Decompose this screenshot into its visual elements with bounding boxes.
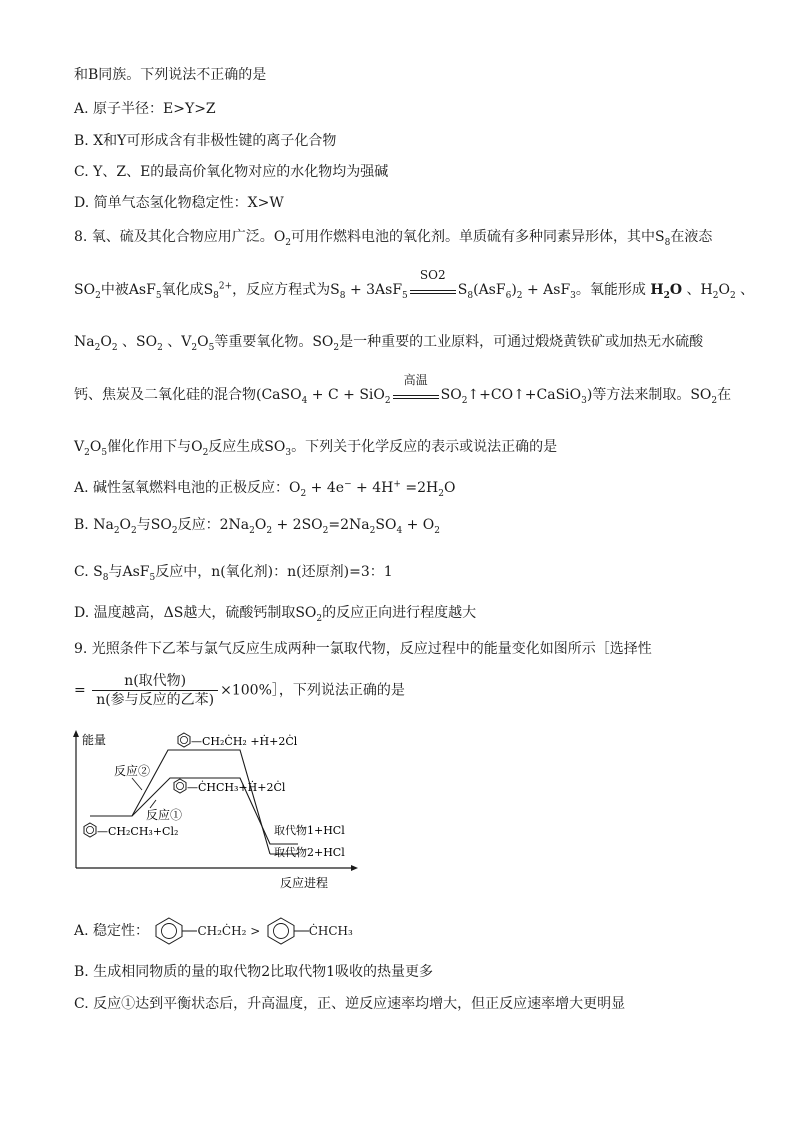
reactant-label: —CH₂CH₃+Cl₂ bbox=[97, 825, 179, 838]
option-b: B. X和Y可形成含有非极性键的离子化合物 bbox=[74, 133, 337, 149]
option-c: C. 反应①达到平衡状态后，升高温度，正、逆反应速率均增大，但正反应速率增大更明显 bbox=[74, 996, 626, 1012]
energy-diagram bbox=[60, 728, 360, 894]
reaction-1-label: 反应① bbox=[146, 808, 183, 822]
option-d: D. 简单气态氢化物稳定性：X>W bbox=[74, 195, 284, 211]
question-text: 和B同族。下列说法不正确的是 bbox=[74, 67, 267, 83]
q8-line3: $Na_2O_2$ 、$SO_2$ 、$V_2O_5$等重要氧化物。$SO_2$是一种重要的工业原料，可通过煅烧黄铁矿或加热无水硫酸 bbox=[74, 334, 704, 353]
option-b: B. $Na_2O_2$与$SO_2$反应：$2Na_2O_2 + 2SO_2=2Na_2SO_4 + O_2$ bbox=[74, 517, 441, 536]
intermediate-mid-label: —ĊHCH₃+Ḣ+2Ċl bbox=[187, 781, 286, 794]
product-2-label: 取代物2+HCl bbox=[274, 846, 345, 859]
q8-line5: $V_2O_5$催化作用下与$O_2$反应生成$SO_3$。下列关于化学反应的表示或说法正确的是 bbox=[74, 439, 558, 458]
q9-line2: = $\frac{\text{n(取代物)}}{\text{n(参与反应的乙苯)}}$ ×100%］，下列说法正确的是 bbox=[74, 673, 405, 708]
x-axis-label: 反应进程 bbox=[280, 876, 329, 890]
option-c: C. $S_8$与AsF$_5$反应中，n(氧化剂)：n(还原剂)=3：1 bbox=[74, 564, 393, 583]
benzene-ring-icon bbox=[153, 916, 197, 946]
option-a: A. 原子半径：E>Y>Z bbox=[74, 101, 216, 117]
option-d: D. 温度越高，ΔS越大，硫酸钙制取$SO_2$的反应正向进行程度越大 bbox=[74, 605, 477, 624]
benzene-ring-icon bbox=[265, 916, 309, 946]
q8-line4: 钙、焦炭及二氧化硅的混合物(CaSO$_4$ + C + SiO$_2$ 高温 $SO_2↑+CO↑+CaSiO_3$)等方法来制取。$SO_2$在 bbox=[74, 373, 732, 406]
option-a: A. 碱性氢氧燃料电池的正极反应：$O_2 + 4e^- + 4H^+ =2H_2O$ bbox=[74, 479, 456, 499]
option-c: C. Y、Z、E的最高价氧化物对应的水化物均为强碱 bbox=[74, 164, 389, 180]
q8-line1: 8. 氧、硫及其化合物应用广泛。$O_2$可用作燃料电池的氧化剂。单质硫有多种同素异形体，其中$S_8$在液态 bbox=[74, 229, 713, 248]
product-1-label: 取代物1+HCl bbox=[274, 824, 345, 837]
option-a: A. 稳定性： CH₂ĊH₂ > ĊHCH₃ bbox=[74, 916, 353, 946]
q9-line1: 9. 光照条件下乙苯与氯气反应生成两种一氯取代物，反应过程中的能量变化如图所示［选择性 bbox=[74, 641, 652, 657]
q8-line2: $SO_2$中被AsF$_5$氧化成$S_8^{2+}$，反应方程式为$S_8 + 3AsF_5$ SO2 $S_8(AsF_6)_2 + AsF_3$。氧能形成 $H_2O$ 、$H_2O_2$ 、 bbox=[74, 268, 755, 301]
y-axis-label: 能量 bbox=[82, 733, 107, 747]
option-b: B. 生成相同物质的量的取代物2比取代物1吸收的热量更多 bbox=[74, 964, 434, 980]
intermediate-top-label: —CH₂ĊH₂ +Ḣ+2Ċl bbox=[191, 735, 298, 748]
reaction-2-label: 反应② bbox=[114, 764, 151, 778]
